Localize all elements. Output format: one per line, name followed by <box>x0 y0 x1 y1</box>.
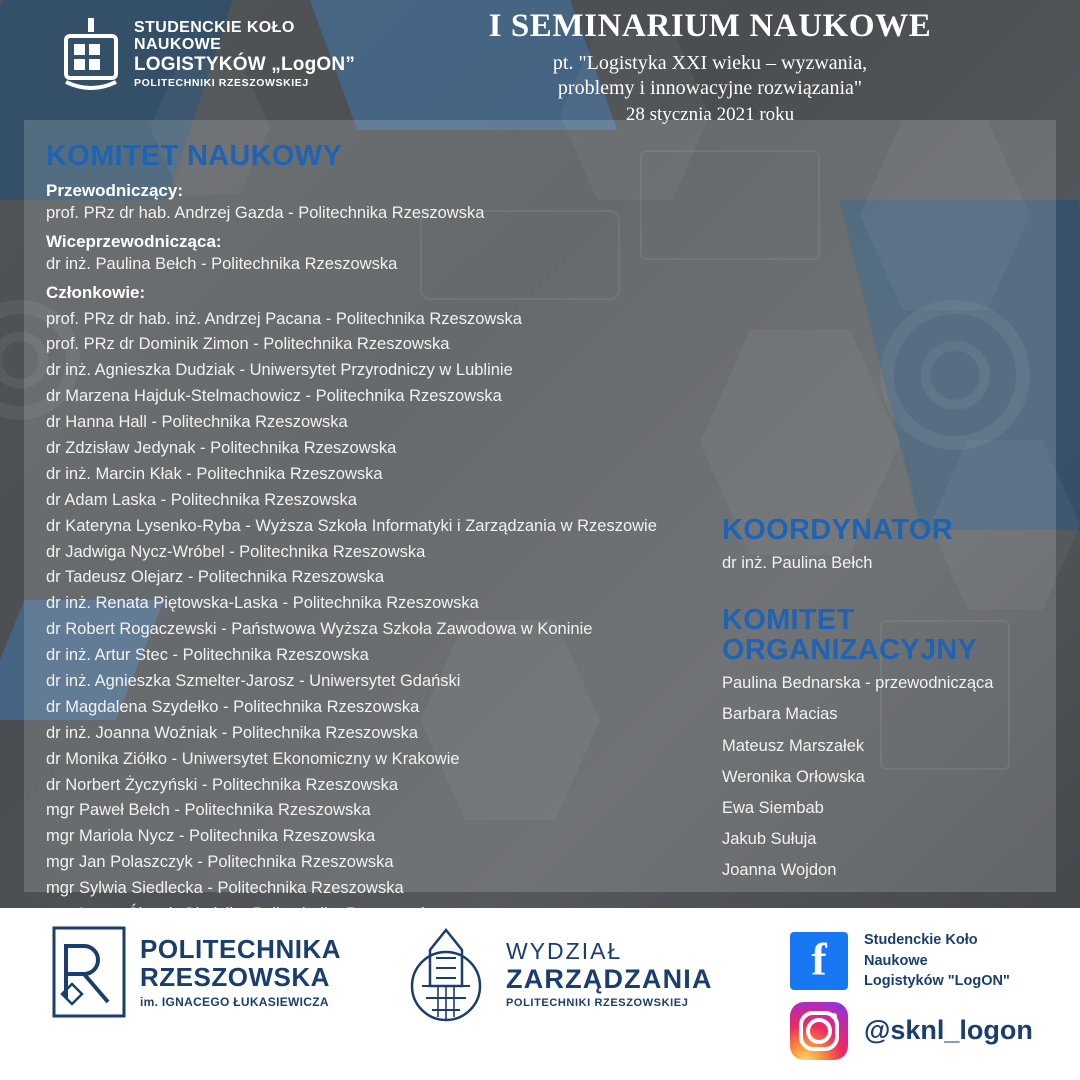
organizing-committee-member-list <box>722 671 1052 883</box>
list-item: mgr Jan Polaszczyk - Politechnika Rzeszowska <box>46 853 394 872</box>
instagram-icon-dot <box>831 1013 837 1019</box>
list-item: prof. PRz dr hab. inż. Andrzej Pacana - Politechnika Rzeszowska <box>46 309 522 328</box>
seminar-title-block <box>380 8 1040 126</box>
list-item: dr Kateryna Lysenko-Ryba - Wyższa Szkoła Informatyki i Zarządzania w Rzeszowie <box>46 516 657 535</box>
facebook-label <box>864 930 1010 992</box>
organizing-committee-heading <box>722 605 1052 666</box>
list-item: dr Tadeusz Olejarz - Politechnika Rzeszowska <box>46 568 385 587</box>
seminar-subtitle <box>380 51 1040 101</box>
faculty-logo-text <box>506 939 713 1009</box>
seminar-subtitle-line-2: problemy i innowacyjne rozwiązania" <box>557 77 863 99</box>
list-item: dr Magdalena Szydełko - Politechnika Rzeszowska <box>46 697 420 716</box>
organizing-committee-heading-line-2: ORGANIZACYJNY <box>722 633 978 666</box>
poster-footer <box>0 908 1080 1080</box>
chair-label: Przewodniczący: <box>46 181 183 200</box>
faculty-line-2: ZARZĄDZANIA <box>506 963 713 994</box>
facebook-icon[interactable] <box>790 932 848 990</box>
faculty-line-3: POLITECHNIKI RZESZOWSKIEJ <box>506 996 689 1009</box>
logo-line-2: NAUKOWE <box>134 36 222 54</box>
seminar-subtitle-line-1: pt. "Logistyka XXI wieku – wyzwania, <box>552 52 868 74</box>
logo-line-4: POLITECHNIKI RZESZOWSKIEJ <box>134 76 309 89</box>
list-item: dr inż. Renata Piętowska-Laska - Politechnika Rzeszowska <box>46 594 479 613</box>
coordinator-heading: KOORDYNATOR <box>722 514 954 546</box>
chair-name: prof. PRz dr hab. Andrzej Gazda - Politechnika Rzeszowska <box>46 204 485 222</box>
list-item: dr Monika Ziółko - Uniwersytet Ekonomiczny w Krakowie <box>46 749 460 768</box>
list-item: mgr Mariola Nycz - Politechnika Rzeszowska <box>46 827 376 846</box>
rzeszow-university-logo-text <box>140 935 341 1009</box>
page-title: I SEMINARIUM NAUKOWE <box>488 8 932 44</box>
scientific-committee-section <box>46 140 746 928</box>
vice-chair-label: Wiceprzewodnicząca: <box>46 231 222 251</box>
list-item: dr inż. Joanna Woźniak - Politechnika Rzeszowska <box>46 723 419 742</box>
list-item: dr inż. Agnieszka Dudziak - Uniwersytet Przyrodniczy w Lublinie <box>46 361 513 380</box>
facebook-line-1: Studenckie Koło <box>864 932 978 948</box>
rzeszow-university-logo <box>52 926 341 1018</box>
section-spacer <box>722 577 1052 605</box>
list-item: dr Jadwiga Nycz-Wróbel - Politechnika Rzeszowska <box>46 542 426 561</box>
logon-logo-icon <box>60 18 122 90</box>
university-line-2: RZESZOWSKA <box>140 962 330 992</box>
list-item: dr Marzena Hajduk-Stelmachowicz - Politechnika Rzeszowska <box>46 387 502 406</box>
instagram-link[interactable] <box>790 1002 1033 1060</box>
list-item: Mateusz Marszałek <box>722 736 865 755</box>
seminar-date: 28 stycznia 2021 roku <box>625 104 795 125</box>
list-item: Jakub Sułuja <box>722 829 817 848</box>
logon-logo <box>60 18 355 90</box>
logo-line-1: STUDENCKIE KOŁO <box>134 18 295 36</box>
list-item: Paulina Bednarska - przewodnicząca <box>722 674 994 693</box>
scientific-committee-heading: KOMITET NAUKOWY <box>46 140 343 172</box>
organizing-committee-heading-line-1: KOMITET <box>722 603 855 636</box>
list-item: mgr Paweł Bełch - Politechnika Rzeszowska <box>46 801 371 820</box>
list-item: dr inż. Artur Stec - Politechnika Rzeszowska <box>46 646 369 665</box>
social-links <box>790 930 1033 1070</box>
instagram-handle: @sknl_logon <box>864 1015 1033 1046</box>
faculty-logo-icon <box>400 924 492 1024</box>
facebook-line-2: Naukowe <box>864 952 928 969</box>
instagram-icon[interactable] <box>790 1002 848 1060</box>
rzeszow-university-logo-icon <box>52 926 126 1018</box>
university-line-1: POLITECHNIKA <box>140 933 341 964</box>
list-item: dr Norbert Życzyński - Politechnika Rzeszowska <box>46 775 399 794</box>
facebook-link[interactable] <box>790 930 1033 992</box>
list-item: dr Adam Laska - Politechnika Rzeszowska <box>46 490 357 509</box>
list-item: dr Zdzisław Jedynak - Politechnika Rzeszowska <box>46 438 397 457</box>
coordinator-name: dr inż. Paulina Bełch <box>722 554 873 573</box>
list-item: dr inż. Agnieszka Szmelter-Jarosz - Uniwersytet Gdański <box>46 671 461 690</box>
poster-header <box>0 0 1080 125</box>
list-item: mgr Sylwia Siedlecka - Politechnika Rzeszowska <box>46 879 404 898</box>
vice-chair-name: dr inż. Paulina Bełch - Politechnika Rzeszowska <box>46 254 398 273</box>
list-item: dr Hanna Hall - Politechnika Rzeszowska <box>46 413 348 432</box>
faculty-logo <box>400 924 713 1024</box>
faculty-line-1: WYDZIAŁ <box>506 938 623 965</box>
university-line-3: im. IGNACEGO ŁUKASIEWICZA <box>140 995 329 1010</box>
list-item: Joanna Wojdon <box>722 860 837 879</box>
logo-line-3: LOGISTYKÓW „LogON” <box>134 54 356 76</box>
list-item: dr Robert Rogaczewski - Państwowa Wyższa Szkoła Zawodowa w Koninie <box>46 620 593 639</box>
logon-logo-text <box>134 19 355 90</box>
right-column <box>722 515 1052 883</box>
instagram-icon-lens <box>806 1018 832 1044</box>
scientific-committee-member-list <box>46 307 746 928</box>
list-item: Weronika Orłowska <box>722 767 865 786</box>
list-item: Barbara Macias <box>722 705 838 724</box>
list-item: dr inż. Marcin Kłak - Politechnika Rzeszowska <box>46 464 383 483</box>
list-item: Ewa Siembab <box>722 798 824 817</box>
members-label: Członkowie: <box>46 282 146 302</box>
facebook-line-3: Logistyków "LogON" <box>864 973 1010 990</box>
list-item: prof. PRz dr Dominik Zimon - Politechnika Rzeszowska <box>46 335 450 354</box>
